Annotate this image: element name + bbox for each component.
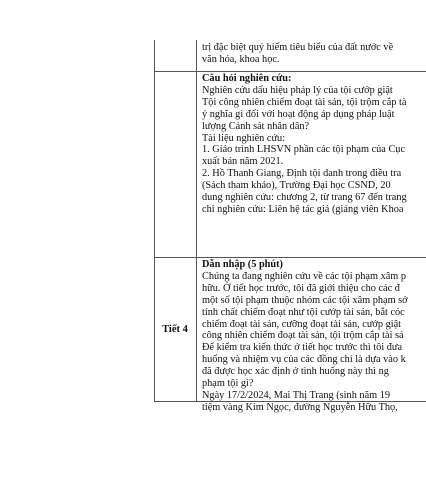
text-line: một số tội phạm thuộc nhóm các tội xâm phạm sở (202, 294, 408, 306)
row3-content (202, 259, 426, 414)
row1-content (202, 42, 426, 66)
text-line: trị đặc biệt quý hiếm tiêu biểu của đất nước về (202, 42, 394, 53)
period-label: Tiết 4 (162, 324, 188, 335)
text-line: tính chất chiếm đoạt như tội cướp tài sản, bắt cóc (202, 306, 405, 318)
text-line: lượng Cảnh sát nhân dân? (202, 120, 310, 132)
text-line: dung nghiên cứu: chương 2, từ trang 67 đến trang (202, 192, 407, 204)
text-line: Để kiểm tra kiến thức ở tiết học trước thì tôi đưa (202, 342, 403, 354)
text-line: huống và nhiệm vụ của các đồng chí là dựa vào k (202, 354, 406, 366)
text-line: phạm tội gì? (202, 378, 254, 390)
text-line: công nhiên chiếm đoạt tài sản, tội trộm cắp tài sả (202, 330, 404, 342)
text-line: tiệm vàng Kim Ngọc, đường Nguyễn Hữu Thọ, (202, 401, 398, 413)
text-line: hữu. Ở tiết học trước, tôi đã giới thiệu cho các đ (202, 282, 400, 294)
table-column-divider (196, 40, 197, 402)
lesson-plan-table (154, 40, 426, 413)
text-line: (Sách tham khảo), Trường Đại học CSND, 20 (202, 180, 391, 192)
text-line: xuất bản năm 2021. (202, 156, 284, 168)
text-line: Chúng ta đang nghiên cứu về các tội phạm xâm p (202, 270, 407, 282)
text-line: ý nghĩa gì đối với hoạt động áp dụng pháp luật (202, 108, 395, 120)
text-line: văn hóa, khoa học. (202, 53, 280, 65)
text-line: chiếm đoạt tài sản, cưỡng đoạt tài sản, cướp giật (202, 318, 402, 330)
section-heading: Dẫn nhập (5 phút) (202, 259, 283, 270)
text-line: đã được học xác định ở tình huống này thì ng (202, 366, 389, 378)
text-line: Nghiên cứu dấu hiệu pháp lý của tội cướp giật (202, 84, 393, 96)
text-line: Ngày 17/2/2024, Mai Thị Trang (sinh năm 19 (202, 389, 391, 401)
text-line: 1. Giáo trình LHSVN phần các tội phạm của Cục (202, 144, 406, 156)
text-line: Tài liệu nghiên cứu: (202, 132, 286, 144)
section-heading: Câu hỏi nghiên cứu: (202, 73, 292, 84)
row2-content (202, 73, 426, 216)
table-row-divider-1 (154, 71, 426, 72)
text-line: 2. Hồ Thanh Giang, Định tội danh trong điều tra (202, 168, 402, 180)
text-line: chỉ nghiên cứu: Liên hệ tác giả (giảng viên Khoa (202, 203, 404, 215)
text-line: Tội công nhiên chiếm đoạt tài sản, tội trộm cắp tà (202, 96, 407, 108)
